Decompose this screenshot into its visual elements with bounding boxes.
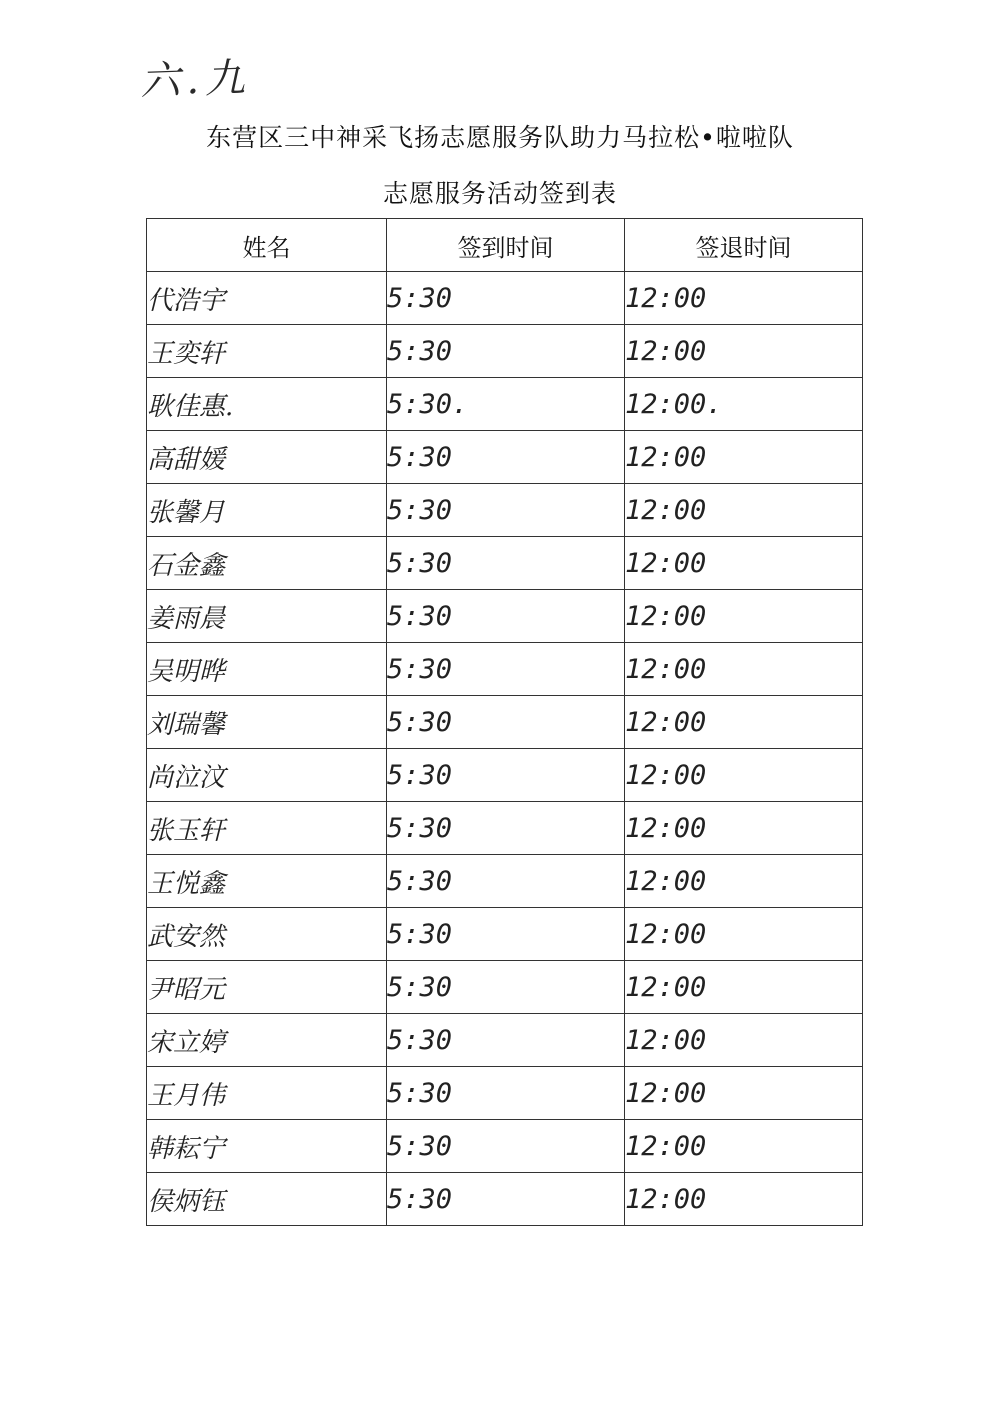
row-name: 张馨月	[147, 484, 387, 537]
row-sign-out: 12:00	[625, 802, 863, 855]
row-sign-in: 5:30	[387, 1014, 625, 1067]
row-sign-in: 5:30	[387, 325, 625, 378]
table-header-row	[147, 219, 863, 272]
row-name: 刘瑞馨	[147, 696, 387, 749]
table-row	[147, 537, 863, 590]
row-sign-out: 12:00	[625, 1173, 863, 1226]
row-sign-out: 12:00	[625, 325, 863, 378]
row-sign-in: 5:30	[387, 802, 625, 855]
row-sign-out: 12:00	[625, 590, 863, 643]
row-sign-out: 12:00	[625, 484, 863, 537]
row-sign-in: 5:30	[387, 908, 625, 961]
table-row	[147, 272, 863, 325]
row-sign-out: 12:00	[625, 749, 863, 802]
row-name: 尚泣汶	[147, 749, 387, 802]
row-sign-out: 12:00	[625, 908, 863, 961]
document-subtitle: 志愿服务活动签到表	[382, 179, 617, 208]
row-name: 宋立婷	[147, 1014, 387, 1067]
row-name: 姜雨晨	[147, 590, 387, 643]
row-sign-in: 5:30	[387, 537, 625, 590]
row-name: 韩耘宁	[147, 1120, 387, 1173]
row-name: 耿佳惠.	[147, 378, 387, 431]
table-row	[147, 643, 863, 696]
table-row	[147, 749, 863, 802]
row-sign-out: 12:00	[625, 696, 863, 749]
row-sign-in: 5:30	[387, 272, 625, 325]
row-sign-out: 12:00	[625, 1067, 863, 1120]
row-sign-out: 12:00.	[625, 378, 863, 431]
row-name: 吴明晔	[147, 643, 387, 696]
row-name: 王悦鑫	[147, 855, 387, 908]
row-name: 王月伟	[147, 1067, 387, 1120]
table-row	[147, 696, 863, 749]
table-row	[147, 1067, 863, 1120]
row-sign-out: 12:00	[625, 431, 863, 484]
row-sign-out: 12:00	[625, 961, 863, 1014]
row-sign-in: 5:30	[387, 855, 625, 908]
table-row	[147, 1120, 863, 1173]
table-row	[147, 590, 863, 643]
table-row	[147, 378, 863, 431]
table-row	[147, 908, 863, 961]
table-row	[147, 1173, 863, 1226]
row-sign-in: 5:30.	[387, 378, 625, 431]
row-name: 高甜媛	[147, 431, 387, 484]
row-sign-out: 12:00	[625, 1120, 863, 1173]
row-name: 侯炳钰	[147, 1173, 387, 1226]
signin-table	[146, 218, 863, 1226]
header-sign-in: 签到时间	[387, 219, 625, 272]
table-row	[147, 1014, 863, 1067]
row-sign-in: 5:30	[387, 1173, 625, 1226]
row-sign-in: 5:30	[387, 1067, 625, 1120]
row-sign-in: 5:30	[387, 431, 625, 484]
header-sign-out: 签退时间	[625, 219, 863, 272]
row-name: 石金鑫	[147, 537, 387, 590]
document-title: 东营区三中神采飞扬志愿服务队助力马拉松•啦啦队	[206, 123, 794, 152]
row-sign-out: 12:00	[625, 643, 863, 696]
row-name: 代浩宇	[147, 272, 387, 325]
row-sign-in: 5:30	[387, 961, 625, 1014]
handwritten-mark: 六.九	[139, 55, 252, 105]
table-row	[147, 855, 863, 908]
row-sign-in: 5:30	[387, 696, 625, 749]
table-row	[147, 431, 863, 484]
row-sign-out: 12:00	[625, 537, 863, 590]
row-name: 张玉轩	[147, 802, 387, 855]
row-sign-out: 12:00	[625, 272, 863, 325]
row-sign-in: 5:30	[387, 484, 625, 537]
row-sign-in: 5:30	[387, 590, 625, 643]
row-sign-out: 12:00	[625, 1014, 863, 1067]
header-name: 姓名	[147, 219, 387, 272]
row-sign-in: 5:30	[387, 1120, 625, 1173]
row-sign-in: 5:30	[387, 749, 625, 802]
row-sign-out: 12:00	[625, 855, 863, 908]
row-sign-in: 5:30	[387, 643, 625, 696]
table-row	[147, 802, 863, 855]
table-row	[147, 961, 863, 1014]
table-row	[147, 325, 863, 378]
row-name: 王奕轩	[147, 325, 387, 378]
row-name: 尹昭元	[147, 961, 387, 1014]
row-name: 武安然	[147, 908, 387, 961]
table-row	[147, 484, 863, 537]
